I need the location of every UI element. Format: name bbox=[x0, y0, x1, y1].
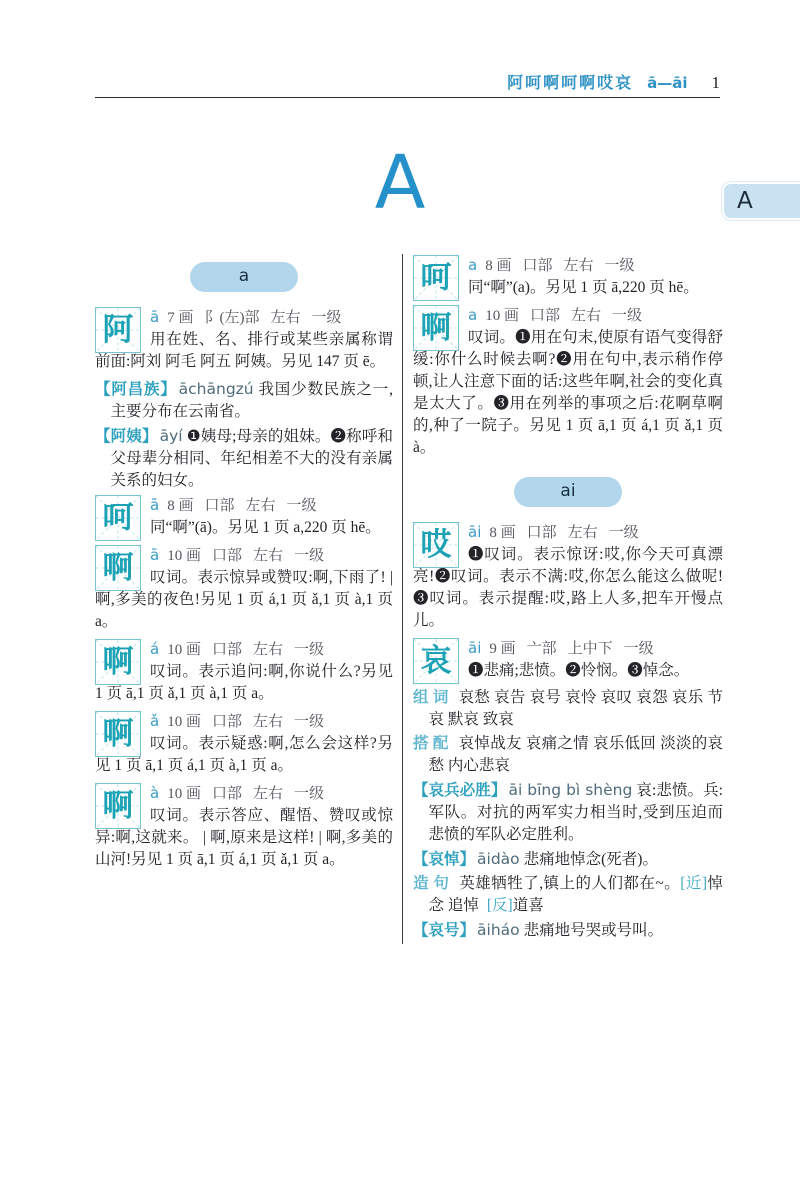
level: 一级 bbox=[623, 641, 654, 657]
word-entry-achangzu bbox=[95, 378, 393, 423]
pinyin: āchāngzú bbox=[178, 380, 254, 398]
radical: 口部 bbox=[211, 714, 242, 730]
structure: 左右 bbox=[567, 525, 598, 541]
level: 一级 bbox=[294, 786, 325, 802]
radical: 口部 bbox=[211, 548, 242, 564]
stroke-count: 10 画 bbox=[167, 548, 201, 564]
compound-words-label: 组 词 bbox=[413, 689, 449, 706]
antonym-label: [反] bbox=[486, 897, 513, 914]
thumb-index-letter: A bbox=[737, 188, 753, 214]
definition-text: ❶悲痛;悲愤。❷怜悯。❸悼念。 bbox=[468, 662, 690, 679]
headword-character: 啊 bbox=[420, 310, 452, 345]
headword-character: 啊 bbox=[102, 550, 134, 585]
example-sentence-line bbox=[413, 873, 723, 917]
pinyin: á bbox=[150, 640, 160, 658]
word-entry-ayi bbox=[95, 425, 393, 492]
level: 一级 bbox=[311, 310, 342, 326]
headword: 【哀悼】 bbox=[413, 851, 476, 868]
headword-character: 呵 bbox=[102, 500, 134, 535]
collocations-text: 哀悼战友 哀痛之情 哀乐低回 淡淡的哀愁 内心悲哀 bbox=[428, 735, 723, 774]
headword-character: 哎 bbox=[420, 527, 452, 562]
level: 一级 bbox=[294, 714, 325, 730]
char-entry-a-tone2 bbox=[95, 638, 393, 705]
example-sentence-label: 造 句 bbox=[413, 875, 450, 892]
headword: 【阿昌族】 bbox=[95, 381, 177, 398]
page-header bbox=[95, 70, 720, 93]
character-box bbox=[95, 545, 141, 591]
radical: 口部 bbox=[522, 258, 553, 274]
radical: 阝(左)部 bbox=[204, 310, 260, 326]
definition-text: 叹词。❶用在句末,使原有语气变得舒缓:你什么时候去啊?❷用在句中,表示稍作停顿,让人注意下面的话:这些年啊,社会的变化真是太大了。❸用在列举的事项之后:花啊草啊的,种了一院子。另见 1 页 ā,1 页 á,1 页 ǎ,1 页 à。 bbox=[413, 329, 723, 456]
character-box bbox=[95, 783, 141, 829]
definition-text: 同“啊”(a)。另见 1 页 ā,220 页 hē。 bbox=[468, 279, 699, 296]
pinyin: ā bbox=[150, 546, 160, 564]
stroke-count: 10 画 bbox=[167, 786, 201, 802]
char-entry-a-neutral bbox=[413, 304, 723, 459]
stroke-count: 7 画 bbox=[167, 310, 194, 326]
headword: 【阿姨】 bbox=[95, 428, 158, 445]
char-entry-a-tone4 bbox=[95, 782, 393, 871]
character-box bbox=[413, 255, 459, 301]
page-number: 1 bbox=[711, 73, 720, 92]
pinyin: ā bbox=[150, 308, 160, 326]
right-column bbox=[403, 254, 723, 944]
pinyin: āi bbox=[468, 523, 482, 541]
word-entry-aihao bbox=[413, 919, 723, 942]
definition-text: 叹词。表示答应、醒悟、赞叹或惊异:啊,这就来。 | 啊,原来是这样! | 啊,多美的山河!另见 1 页 ā,1 页 á,1 页 ǎ,1 页 a。 bbox=[95, 807, 393, 868]
pinyin: a bbox=[468, 306, 478, 324]
compound-words-text: 哀愁 哀告 哀号 哀怜 哀叹 哀怨 哀乐 节哀 默哀 致哀 bbox=[428, 689, 723, 728]
char-entry-a1 bbox=[95, 306, 393, 373]
pinyin: āyí bbox=[159, 427, 183, 445]
character-box bbox=[413, 305, 459, 351]
level: 一级 bbox=[286, 498, 317, 514]
stroke-count: 8 画 bbox=[489, 525, 516, 541]
collocations-label: 搭 配 bbox=[413, 735, 449, 752]
definition-text: 同“啊”(ā)。另见 1 页 a,220 页 hē。 bbox=[150, 519, 381, 536]
radical: 口部 bbox=[526, 525, 557, 541]
structure: 左右 bbox=[570, 308, 601, 324]
headword-character: 哀 bbox=[420, 643, 452, 678]
pinyin: āiháo bbox=[477, 921, 520, 939]
section-letter: A bbox=[374, 140, 426, 226]
stroke-count: 10 画 bbox=[167, 642, 201, 658]
radical: 口部 bbox=[211, 642, 242, 658]
left-column bbox=[95, 254, 403, 944]
level: 一级 bbox=[612, 308, 643, 324]
structure: 左右 bbox=[252, 786, 283, 802]
stroke-count: 9 画 bbox=[489, 641, 516, 657]
pinyin: a bbox=[468, 256, 478, 274]
char-entry-a-tone3 bbox=[95, 710, 393, 777]
char-entry-he1 bbox=[95, 494, 393, 539]
example-sentence-text: 英雄牺牲了,镇上的人们都在~。 bbox=[459, 875, 681, 892]
antonym-words: 道喜 bbox=[512, 897, 544, 914]
radical: 亠部 bbox=[526, 641, 557, 657]
structure: 左右 bbox=[252, 714, 283, 730]
definition-text: 叹词。表示疑惑:啊,怎么会这样?另见 1 页 ā,1 页 á,1 页 à,1 页 a。 bbox=[95, 735, 393, 774]
headword-character: 呵 bbox=[420, 260, 452, 295]
word-entry-aibingbisheng bbox=[413, 779, 723, 846]
level: 一级 bbox=[294, 642, 325, 658]
structure: 左右 bbox=[252, 642, 283, 658]
structure: 左右 bbox=[563, 258, 594, 274]
structure: 上中下 bbox=[567, 641, 613, 657]
syllable-pill-ai-wrap bbox=[413, 477, 723, 507]
entry-info-line bbox=[413, 521, 723, 544]
pinyin: āi bīng bì shèng bbox=[508, 781, 633, 799]
word-entry-aidao bbox=[413, 848, 723, 871]
header-characters: 阿呵啊呵啊哎哀 bbox=[507, 75, 634, 92]
compound-words-line bbox=[413, 687, 723, 731]
level: 一级 bbox=[294, 548, 325, 564]
definition-text: ❶叹词。表示惊讶:哎,你今天可真漂亮!❷叹词。表示不满:哎,你怎么能这么做呢!❸叹词。表示提醒:哎,路上人多,把车开慢点儿。 bbox=[413, 546, 723, 629]
character-box bbox=[413, 638, 459, 684]
entry-info-line bbox=[413, 637, 723, 660]
stroke-count: 10 画 bbox=[485, 308, 519, 324]
definition-text: 我国少数民族之一,主要分布在云南省。 bbox=[110, 381, 393, 420]
syllable-pill-a-wrap bbox=[95, 262, 393, 292]
headword: 【哀号】 bbox=[413, 922, 476, 939]
pinyin: à bbox=[150, 784, 160, 802]
headword-character: 啊 bbox=[102, 644, 134, 679]
header-rule bbox=[95, 97, 720, 98]
char-entry-ai-sorrow bbox=[413, 637, 723, 682]
character-box bbox=[413, 522, 459, 568]
char-entry-a-tone1 bbox=[95, 544, 393, 633]
stroke-count: 8 画 bbox=[167, 498, 194, 514]
pinyin: āi bbox=[468, 639, 482, 657]
definition-text: 悲痛地号哭或号叫。 bbox=[523, 922, 664, 939]
character-box bbox=[95, 711, 141, 757]
thumb-index-tab bbox=[722, 182, 800, 220]
synonym-words: 悼念 追悼 bbox=[428, 875, 723, 914]
headword-character: 啊 bbox=[102, 716, 134, 751]
synonym-label: [近] bbox=[680, 875, 707, 892]
pinyin: ā bbox=[150, 496, 160, 514]
collocations-line bbox=[413, 733, 723, 777]
headword: 【哀兵必胜】 bbox=[413, 782, 507, 799]
radical: 口部 bbox=[204, 498, 235, 514]
level: 一级 bbox=[608, 525, 639, 541]
headword-character: 啊 bbox=[102, 788, 134, 823]
definition-text: 哀:悲愤。兵:军队。对抗的两军实力相当时,受到压迫而悲愤的军队必定胜利。 bbox=[428, 782, 723, 843]
pinyin: āidào bbox=[477, 850, 520, 868]
syllable-pill-ai: ai bbox=[514, 477, 622, 507]
definition-text: 用在姓、名、排行或某些亲属称谓前面:阿刘 阿毛 阿五 阿姨。另见 147 页 ē。 bbox=[95, 331, 393, 370]
structure: 左右 bbox=[245, 498, 276, 514]
structure: 左右 bbox=[252, 548, 283, 564]
char-entry-he2 bbox=[413, 254, 723, 299]
definition-text: ❶姨母;母亲的姐妹。❷称呼和父母辈分相同、年纪相差不大的没有亲属关系的妇女。 bbox=[110, 428, 393, 489]
character-box bbox=[95, 307, 141, 353]
entry-info-line bbox=[413, 304, 723, 327]
character-box bbox=[95, 639, 141, 685]
definition-text: 叹词。表示惊异或赞叹:啊,下雨了! | 啊,多美的夜色!另见 1 页 á,1 页 ǎ,1 页 à,1 页 a。 bbox=[95, 569, 393, 630]
stroke-count: 10 画 bbox=[167, 714, 201, 730]
pinyin: ǎ bbox=[150, 712, 160, 730]
structure: 左右 bbox=[270, 310, 301, 326]
level: 一级 bbox=[604, 258, 635, 274]
char-entry-ai-exclaim bbox=[413, 521, 723, 632]
two-column-body bbox=[95, 254, 723, 944]
header-pinyin-range: ā—āi bbox=[647, 74, 688, 92]
character-box bbox=[95, 495, 141, 541]
stroke-count: 8 画 bbox=[485, 258, 512, 274]
radical: 口部 bbox=[211, 786, 242, 802]
definition-text: 悲痛地悼念(死者)。 bbox=[523, 851, 658, 868]
definition-text: 叹词。表示追问:啊,你说什么?另见 1 页 ā,1 页 ǎ,1 页 à,1 页 a。 bbox=[95, 663, 393, 702]
radical: 口部 bbox=[529, 308, 560, 324]
entry-info-line bbox=[413, 254, 723, 277]
headword-character: 阿 bbox=[102, 312, 134, 347]
syllable-pill-a: a bbox=[190, 262, 298, 292]
